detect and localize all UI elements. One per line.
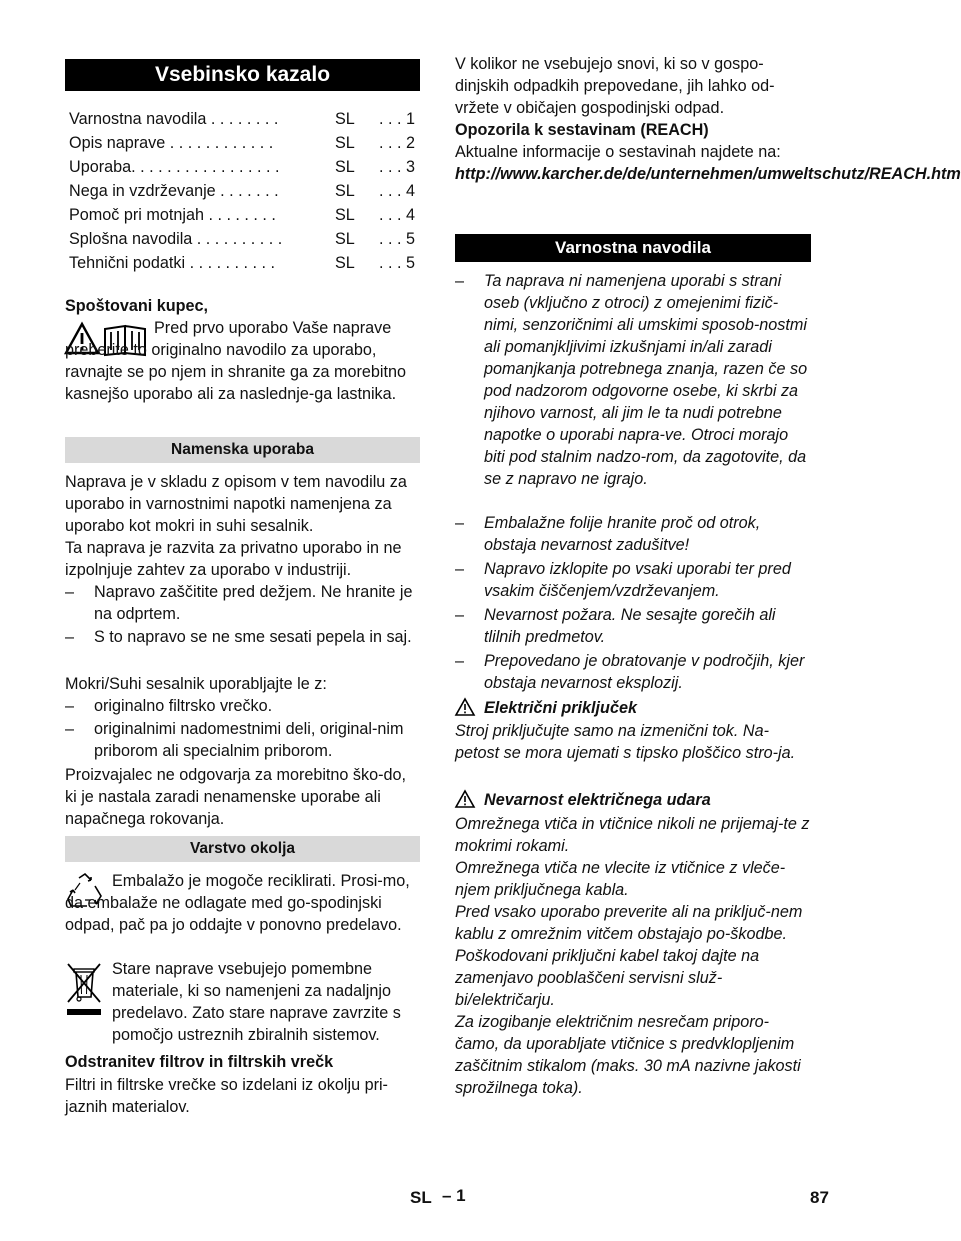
list-item-text: Embalažne folije hranite proč od otrok, obstaja nevarnost zadušitve! <box>484 514 761 554</box>
toc-row[interactable] <box>69 251 415 275</box>
list-item <box>65 718 420 762</box>
list-item-text: originalno filtrsko vrečko. <box>94 697 273 715</box>
dash-bullet: – <box>455 652 465 670</box>
toc-label: Varnostna navodila . . . . . . . . <box>69 110 279 128</box>
reach-text: Aktualne informacije o sestavinah najdete na: <box>455 143 781 161</box>
toc-lang: SL <box>335 134 355 152</box>
toc-page: . . . 1 <box>379 110 415 128</box>
intended-use-heading: Namenska uporaba <box>65 437 420 463</box>
toc-title: Vsebinsko kazalo <box>65 59 420 91</box>
list-item <box>455 604 811 648</box>
toc-page: . . . 4 <box>379 182 415 200</box>
toc-row[interactable] <box>69 155 415 179</box>
list-item-text: Ta naprava ni namenjena uporabi s strani oseb (vključno z otroci) z omejenimi fizič-nimi, senzoričnimi ali umskimi sposob-nostmi ali pomanjkljivimi izkušnjami in/ali zaradi pomanjkanja potrebnega znanja, razen če so pod nadzorom odgovorne osebe, ki skrbi za njihovo varnost, ali jim le ta nudi potrebne napotke o uporabi napra-ve. Otroci morajo biti pod stalnim nadzo-rom, da zagotovite, da se z napravo ne igrajo. <box>484 272 808 488</box>
list-item-text: Napravo zaščitite pred dežjem. Ne hranite je na odprtem. <box>94 583 413 623</box>
list-item <box>455 270 811 490</box>
list-item <box>455 512 811 556</box>
filters-heading: Odstranitev filtrov in filtrskih vrečk <box>65 1053 334 1071</box>
toc-lang: SL <box>335 110 355 128</box>
environment-p2-text: Stare naprave vsebujejo pomembne materiale, ki so namenjeni za nadaljnjo predelavo. Zato stare naprave zavrzite s pomočjo ustreznih zbiralnih sistemov. <box>112 960 401 1044</box>
toc-row[interactable] <box>69 203 415 227</box>
toc-label: Nega in vzdrževanje . . . . . . . <box>69 182 279 200</box>
toc-label: Splošna navodila . . . . . . . . . . <box>69 230 283 248</box>
toc-label: Uporaba. . . . . . . . . . . . . . . . . <box>69 158 280 176</box>
dash-bullet: – <box>455 606 465 624</box>
shock-p3: Pred vsako uporabo preverite ali na priključ-nem kablu z omrežnim vitčem obstajajo po-škodbe. Poškodovani priključni kabel takoj dajte na zamenjavo pooblaščeni servisni služ-bi/električarju. <box>455 903 803 1009</box>
intended-use-p1: Naprava je v skladu z opisom v tem navodilu za uporabo in varnostnimi napotki namenjena za uporabo kot mokri in suhi sesalnik. <box>65 473 407 535</box>
environment-p2 <box>112 958 419 1046</box>
disposal-text: V kolikor ne vsebujejo snovi, ki so v gospo-dinjskih odpadkih prepovedane, jih lahko od-vržete v običajen gospodinjski odpad. <box>455 55 775 117</box>
dash-bullet: – <box>455 560 465 578</box>
shock-p1: Omrežnega vtiča in vtičnice nikoli ne prijemaj-te z mokrimi rokami. <box>455 815 810 855</box>
greeting: Spoštovani kupec, <box>65 297 209 315</box>
list-item-text: S to napravo se ne sme sesati pepela in saj. <box>94 628 412 646</box>
toc-row[interactable] <box>69 107 415 131</box>
footer-section: – 1 <box>442 1186 466 1205</box>
toc-page: . . . 2 <box>379 134 415 152</box>
filters-text: Filtri in filtrske vrečke so izdelani iz okolju pri-jaznih materialov. <box>65 1076 388 1116</box>
safety-heading: Varnostna navodila <box>455 234 811 262</box>
toc-row[interactable] <box>69 179 415 203</box>
intended-use-p3: Mokri/Suhi sesalnik uporabljajte le z: <box>65 675 327 693</box>
toc-label: Pomoč pri motnjah . . . . . . . . <box>69 206 276 224</box>
toc-page: . . . 5 <box>379 254 415 272</box>
toc-lang: SL <box>335 206 355 224</box>
toc-lang: SL <box>335 254 355 272</box>
list-item-text: Napravo izklopite po vsaki uporabi ter pred vsakim čiščenjem/vzdrževanjem. <box>484 560 791 600</box>
intended-use-p4: Proizvajalec ne odgovarja za morebitno ško-do, ki je nastala zaradi nenamenske uporabe ali napačnega rokovanja. <box>65 766 407 828</box>
toc-row[interactable] <box>69 131 415 155</box>
page-number: 87 <box>810 1188 829 1207</box>
shock-p2: Omrežnega vtiča ne vlecite iz vtičnice z vleče-njem priključnega kabla. <box>455 859 786 899</box>
reach-link[interactable]: http://www.karcher.de/de/unternehmen/umweltschutz/REACH.htm <box>455 165 961 183</box>
electric-heading: Električni priključek <box>484 699 637 717</box>
list-item <box>455 558 811 602</box>
dash-bullet: – <box>455 272 465 290</box>
dash-bullet: – <box>65 720 75 738</box>
toc-page: . . . 5 <box>379 230 415 248</box>
reach-heading: Opozorila k sestavinam (REACH) <box>455 121 709 139</box>
environment-heading: Varstvo okolja <box>65 836 420 862</box>
environment-p1: Embalažo je mogoče reciklirati. Prosi-mo, da embalaže ne odlagate med go-spodinjski odpad, pač pa jo oddajte v ponovno predelavo. <box>65 872 410 934</box>
list-item-text: Nevarnost požara. Ne sesajte gorečih ali tlilnih predmetov. <box>484 606 776 646</box>
warning-icon <box>455 790 475 808</box>
toc-page: . . . 3 <box>379 158 415 176</box>
toc-label: Tehnični podatki . . . . . . . . . . <box>69 254 276 272</box>
electric-text: Stroj priključujte samo na izmenični tok. Na-petost se mora ujemati s tipsko ploščico stro-ja. <box>455 722 796 762</box>
intro-text: Pred prvo uporabo Vaše naprave preberite to originalno navodilo za uporabo, ravnajte se po njem in shranite ga za morebitno kasnejšo uporabo ali za naslednje-ga lastnika. <box>65 319 407 403</box>
list-item <box>65 695 420 717</box>
toc-lang: SL <box>335 182 355 200</box>
toc-lang: SL <box>335 230 355 248</box>
toc-label: Opis naprave . . . . . . . . . . . . <box>69 134 274 152</box>
warning-icon <box>455 698 475 716</box>
toc-page: . . . 4 <box>379 206 415 224</box>
shock-p4: Za izogibanje električnim nesrečam priporo-čamo, da uporabljate vtičnice s predvklopljenim zaščitnim stikalom (maks. 30 mA nazivne jakosti sprožilnega toka). <box>455 1013 801 1097</box>
dash-bullet: – <box>65 697 75 715</box>
list-item <box>455 650 811 694</box>
shock-heading: Nevarnost električnega udara <box>484 791 711 809</box>
footer-lang: SL <box>410 1188 432 1207</box>
crossed-bin-icon <box>65 961 103 1019</box>
toc-row[interactable] <box>69 227 415 251</box>
list-item <box>65 581 420 625</box>
toc-lang: SL <box>335 158 355 176</box>
list-item <box>65 626 420 648</box>
dash-bullet: – <box>65 583 75 601</box>
intended-use-p2: Ta naprava je razvita za privatno uporabo in ne izpolnjuje zahtev za uporabo v industriji. <box>65 539 402 579</box>
list-item-text: Prepovedano je obratovanje v področjih, kjer obstaja nevarnost eksplozij. <box>484 652 805 692</box>
dash-bullet: – <box>65 628 75 646</box>
dash-bullet: – <box>455 514 465 532</box>
list-item-text: originalnimi nadomestnimi deli, original-nim priborom ali specialnim priborom. <box>94 720 404 760</box>
